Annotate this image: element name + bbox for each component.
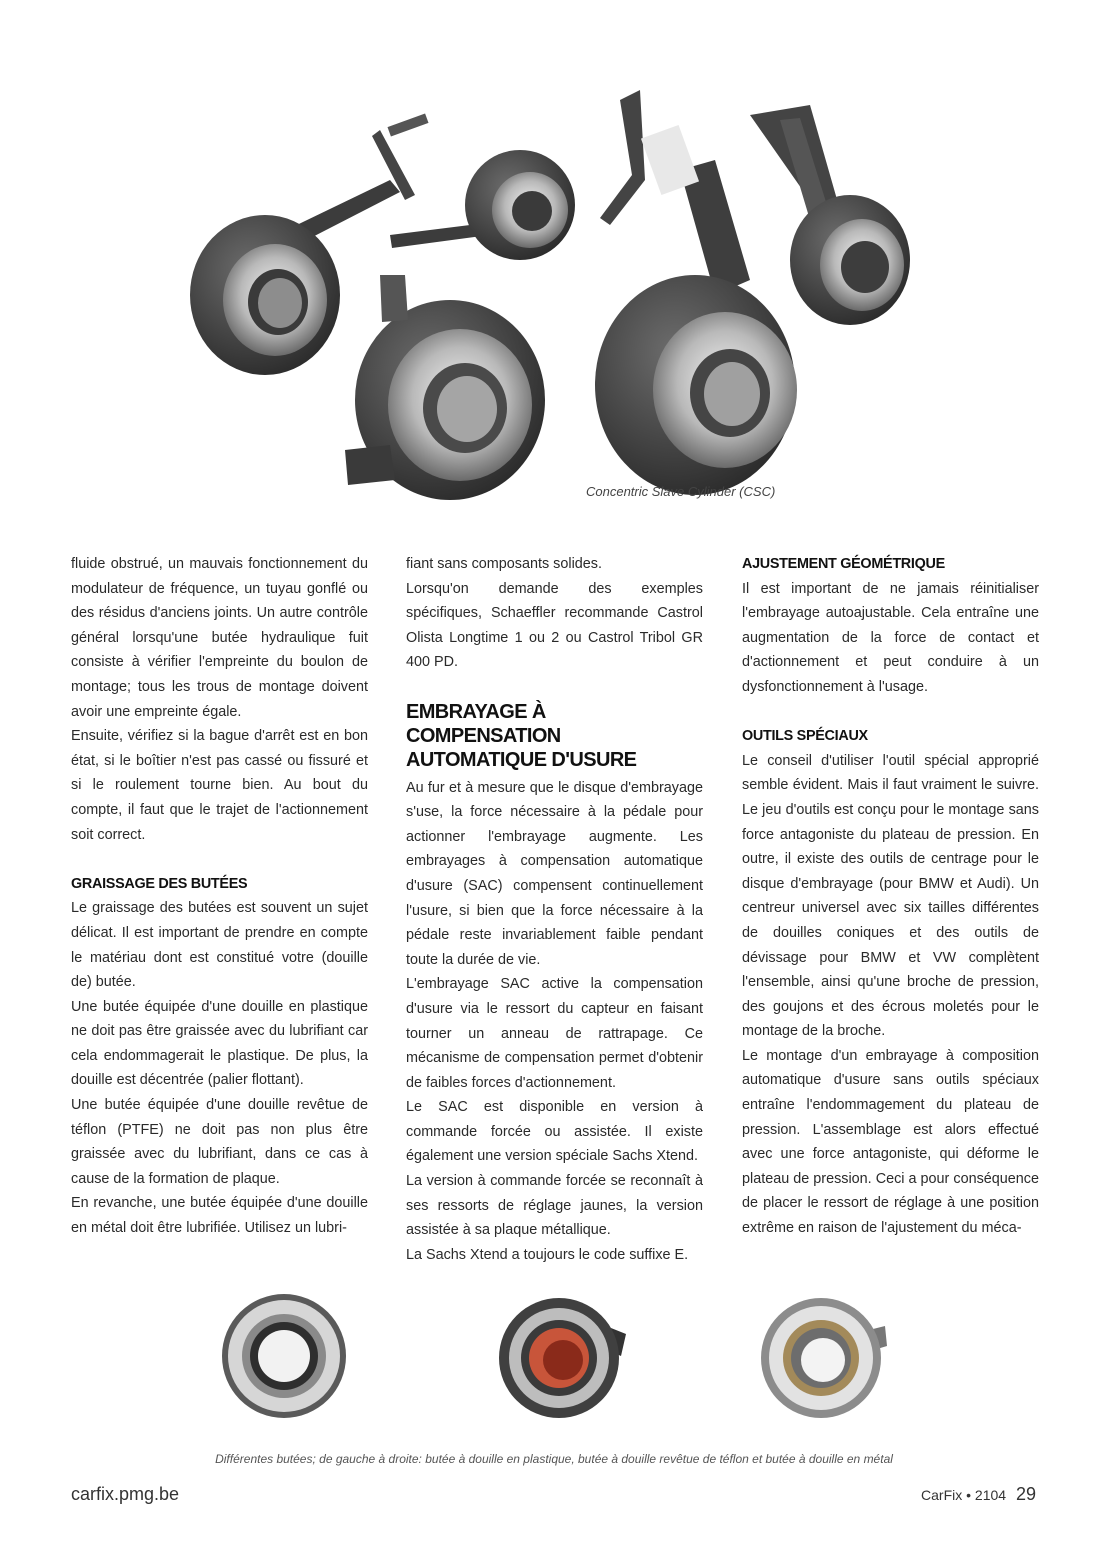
csc-unit-5 (750, 105, 910, 325)
paragraph: La version à commande forcée se reconnaît à ses ressorts de réglage jaunes, la version assistée à sa plaque métallique. (406, 1173, 703, 1239)
paragraph: Au fur et à mesure que le disque d'embrayage s'use, la force nécessaire à la pédale pour actionner l'embrayage augmente. Les embrayages à compensation automatique d'usure (SAC) compensent continuellement l'usure, si bien que la force nécessaire à la pédale reste invariablement faible pendant toute la durée de vie. (406, 779, 703, 968)
csc-unit-2 (390, 90, 645, 260)
csc-unit-4 (595, 125, 797, 495)
section-heading-embrayage: EMBRAYAGE À COMPENSATION AUTOMATIQUE D'USURE (406, 700, 637, 771)
csc-unit-3 (345, 275, 545, 500)
section-heading-outils: OUTILS SPÉCIAUX (742, 728, 868, 745)
paragraph: En revanche, une butée équipée d'une douille en métal doit être lubrifiée. Utilisez un lubri- (71, 1195, 368, 1237)
footer-website-link[interactable]: carfix.pmg.be (71, 1484, 180, 1504)
paragraph: fiant sans composants solides. (406, 556, 602, 572)
paragraph: fluide obstrué, un mauvais fonctionnement du modulateur de fréquence, un tuyau gonflé ou des résidus d'anciens joints. Un autre contrôle général lorsqu'une butée hydraulique fuit consiste à vérifier l'empreinte du boulon de montage; tous les trous de montage doivent avoir une empreinte égale. (71, 556, 368, 720)
paragraph: Le SAC est disponible en version à commande forcée ou assistée. Il existe également une version spéciale Sachs Xtend. (406, 1099, 703, 1165)
page-number: 29 (1015, 1484, 1036, 1504)
paragraph: Une butée équipée d'une douille en plastique ne doit pas être graissée avec du lubrifiant car cela endommagerait le plastique. De plus, la douille est décentrée (palier flottant). (71, 998, 368, 1089)
bearing-teflon-image (491, 1286, 631, 1426)
paragraph: Une butée équipée d'une douille revêtue de téflon (PTFE) ne doit pas non plus être graissée avec du lubrifiant, dans ce cas à cause de la formation de plaque. (71, 1097, 368, 1187)
footer-magazine-info (921, 1484, 1036, 1505)
section-heading-ajustement: AJUSTEMENT GÉOMÉTRIQUE (742, 556, 945, 572)
paragraph: Lorsqu'on demande des exemples spécifiques, Schaeffler recommande Castrol Olista Longtime 1 ou 2 ou Castrol Tribol GR 400 PD. (406, 580, 703, 671)
paragraph: La Sachs Xtend a toujours le code suffixe E. (406, 1246, 689, 1263)
paragraph: Le conseil d'utiliser l'outil spécial approprié semble évident. Mais il faut vraiment le suivre. Le jeu d'outils est conçu pour le montage sans force antagoniste du plateau de pression. En outre, il existe des outils de centrage pour le disque d'embrayage (pour BMW et Audi). Un centreur universel avec six tailles différentes de douilles coniques et des outils de dévissage pour BMW et VW complètent l'ensemble, ainsi qu'une broche de pression, des goujons et des écrous moletés pour le montage de la broche. (742, 752, 1039, 1040)
hero-caption: Concentric Slave Cylinder (CSC) (586, 484, 776, 499)
paragraph: Il est important de ne jamais réinitialiser l'embrayage autoajustable. Cela entraîne une augmentation de la force de contact et d'actionnement et peut conduire à un dysfonctionnement à l'usage. (742, 580, 1039, 695)
hero-image (150, 60, 960, 510)
paragraph: Ensuite, vérifiez si la bague d'arrêt est en bon état, si le boîtier n'est pas cassé ou fissuré et si le roulement tourne bien. Au bout du compte, il faut que le trajet de l'actionnement soit correct. (71, 728, 368, 843)
bearing-plastic-image (214, 1286, 354, 1426)
article-column-1 (71, 552, 368, 1241)
section-heading-graissage: GRAISSAGE DES BUTÉES (71, 875, 248, 892)
paragraph: L'embrayage SAC active la compensation d'usure via le ressort du capteur en faisant tourner un anneau de rattrapage. Ce mécanisme de compensation permet d'obtenir de faibles forces d'actionnement. (406, 976, 703, 1091)
article-column-3 (742, 552, 1039, 1241)
bearing-metal-image (753, 1286, 893, 1426)
paragraph: Le graissage des butées est souvent un sujet délicat. Il est important de prendre en compte le matériau dont est constitué votre (douille de) butée. (71, 900, 368, 991)
paragraph: Le montage d'un embrayage à composition automatique d'usure sans outils spéciaux entraîne l'endommagement du plateau de pression. L'assemblage est alors effectué avec une force antagoniste, qui déforme le plateau de pression. Ceci a pour conséquence de placer le ressort de réglage à une position extrême en raison de l'ajustement du méca- (742, 1047, 1039, 1237)
article-column-2 (406, 552, 703, 1267)
magazine-issue: CarFix • 2104 (921, 1487, 1007, 1503)
bearings-caption: Différentes butées; de gauche à droite: butée à douille en plastique, butée à douille revêtue de téflon et butée à douille en métal (215, 1452, 893, 1466)
